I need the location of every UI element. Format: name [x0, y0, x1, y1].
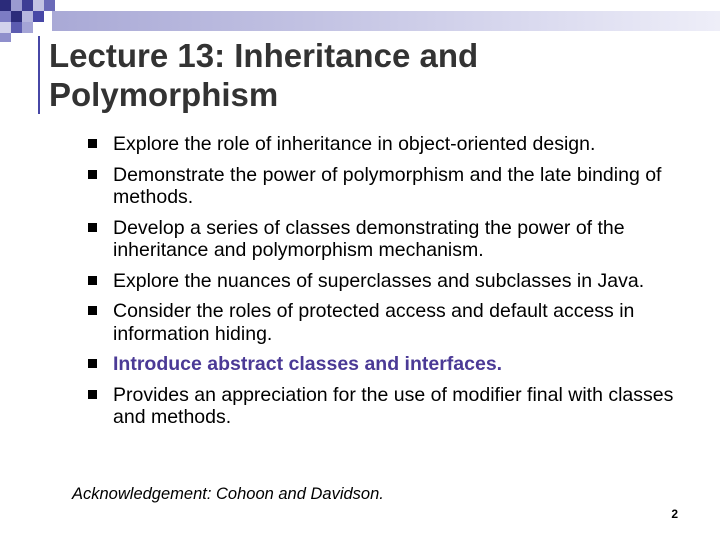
bullet-text: Demonstrate the power of polymorphism and the late binding of methods.: [113, 163, 662, 208]
square-bullet-icon: [88, 306, 97, 315]
title-rule: [38, 36, 40, 114]
bullet-text: Develop a series of classes demonstrating the power of the inheritance and polymorphism mechanism.: [113, 216, 625, 261]
bullet-text: Consider the roles of protected access and default access in information hiding.: [113, 300, 635, 345]
square-bullet-icon: [88, 139, 97, 148]
bullet-text: Explore the nuances of superclasses and subclasses in Java.: [113, 269, 645, 292]
square-bullet-icon: [88, 170, 97, 179]
bullet-text: Introduce abstract classes and interfaces.: [113, 353, 503, 375]
header-bar: [52, 11, 720, 31]
checker-decoration: [0, 0, 56, 42]
bullet-text: Provides an appreciation for the use of modifier final with classes and methods.: [113, 383, 674, 428]
bullet-text: Explore the role of inheritance in object-oriented design.: [113, 133, 596, 155]
bullet-item: [86, 164, 686, 209]
acknowledgement: Acknowledgement: Cohoon and Davidson.: [72, 485, 384, 503]
bullet-item: [86, 217, 686, 262]
square-bullet-icon: [88, 390, 97, 399]
square-bullet-icon: [88, 223, 97, 232]
bullet-item: [86, 300, 686, 345]
bullet-item: [86, 384, 686, 429]
bullet-item: [86, 133, 686, 156]
bullet-item: [86, 270, 686, 293]
bullet-item: [86, 353, 686, 376]
bullet-list: [86, 133, 686, 437]
square-bullet-icon: [88, 276, 97, 285]
square-bullet-icon: [88, 359, 97, 368]
page-number: 2: [671, 507, 678, 521]
slide-title: Lecture 13: Inheritance and Polymorphism: [49, 37, 479, 113]
